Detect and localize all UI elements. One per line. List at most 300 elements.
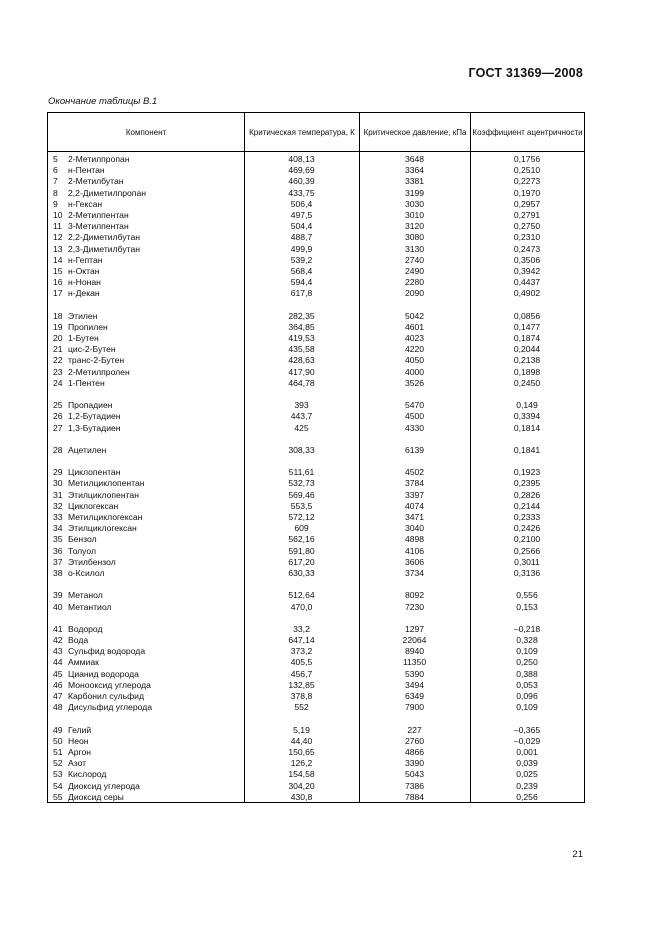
row-number: 5 (53, 154, 58, 164)
critical-pressure-value: 5390 (404, 668, 425, 679)
critical-pressure-value: 3606 (404, 556, 425, 567)
acentric-factor-value: 0,328 (516, 635, 538, 646)
critical-pressure-value: 227 (407, 724, 422, 735)
row-number: 12 (53, 232, 63, 243)
critical-temperature-value: 44,40 (290, 735, 313, 746)
acentric-factor-value: 0,3394 (513, 411, 541, 422)
critical-temperature-value: 456,7 (290, 668, 313, 679)
row-number: 53 (53, 769, 63, 780)
critical-pressure-value: 22064 (402, 635, 427, 646)
table-row (48, 154, 584, 165)
group-spacer (48, 434, 584, 445)
table-body (48, 154, 584, 803)
acentric-factor-value: 0,1756 (513, 154, 541, 164)
critical-temperature-value: 443,7 (290, 411, 313, 422)
acentric-factor-value: 0,1874 (513, 333, 541, 343)
critical-temperature-value: 506,4 (290, 198, 313, 209)
table-row (48, 747, 584, 758)
critical-pressure-value: 3397 (404, 489, 425, 500)
acentric-factor-value: 0,2566 (513, 545, 541, 556)
group-spacer (48, 613, 584, 624)
component-name: Аммиак (68, 657, 99, 668)
critical-pressure-value: 3030 (404, 198, 425, 209)
critical-temperature-value: 504,4 (290, 221, 313, 232)
critical-temperature-value: 617,20 (288, 556, 315, 567)
acentric-factor-value: 0,2826 (513, 489, 541, 500)
table-row (48, 725, 584, 736)
table-row (48, 546, 584, 557)
acentric-factor-value: 0,2138 (513, 355, 541, 366)
row-number: 38 (53, 567, 63, 578)
table-row (48, 702, 584, 713)
table-row (48, 355, 584, 366)
critical-temperature-value: 609 (294, 523, 309, 534)
acentric-factor-value: 0,250 (516, 657, 538, 668)
critical-temperature-value: 553,5 (290, 500, 313, 511)
group-spacer (48, 299, 584, 310)
row-number: 48 (53, 702, 63, 713)
critical-temperature-value: 33,2 (293, 623, 310, 634)
table-row (48, 792, 584, 803)
table-row (48, 781, 584, 792)
row-number: 24 (53, 377, 63, 388)
critical-pressure-value: 3381 (404, 176, 425, 187)
row-number: 50 (53, 735, 63, 746)
critical-temperature-value: 552 (294, 702, 309, 713)
table-row (48, 445, 584, 456)
critical-pressure-value: 3734 (404, 567, 425, 578)
table-row (48, 680, 584, 691)
component-name: 1-Пентен (68, 377, 105, 388)
row-number: 20 (53, 333, 63, 343)
acentric-factor-value: 0,4437 (513, 277, 541, 288)
critical-pressure-value: 5042 (404, 310, 425, 321)
critical-pressure-value: 3648 (404, 154, 425, 164)
component-name: Этилбензол (68, 556, 116, 567)
table-row (48, 188, 584, 199)
component-name: Пропилен (68, 321, 108, 332)
acentric-factor-value: 0,2333 (513, 512, 541, 522)
row-number: 7 (53, 176, 58, 187)
row-number: 46 (53, 679, 63, 690)
acentric-factor-value: 0,1477 (513, 321, 541, 332)
acentric-factor-value: 0,1898 (513, 366, 541, 377)
critical-temperature-value: 378,8 (290, 691, 313, 701)
component-name: 1,2-Бутадиен (68, 411, 121, 422)
row-number: 49 (53, 724, 63, 735)
row-number: 37 (53, 556, 63, 567)
component-name: Бензол (68, 534, 97, 545)
component-name: 2,2-Диметилпропан (68, 187, 146, 198)
acentric-factor-value: 0,2144 (513, 500, 541, 511)
component-name: Метанол (68, 590, 103, 601)
component-name: 3-Метилпентан (68, 221, 129, 232)
table-row (48, 255, 584, 266)
row-number: 45 (53, 668, 63, 679)
table-row (48, 333, 584, 344)
critical-pressure-value: 1297 (404, 623, 425, 634)
critical-pressure-value: 5470 (404, 400, 425, 411)
acentric-factor-value: 0,109 (516, 646, 538, 657)
row-number: 36 (53, 545, 63, 556)
critical-temperature-value: 408,13 (288, 154, 315, 164)
table-row (48, 322, 584, 333)
column-header-acentric-factor: Коэффициент ацентричности (470, 113, 584, 151)
component-name: н-Октан (68, 265, 100, 276)
critical-pressure-value: 4220 (404, 344, 425, 355)
critical-pressure-value: 4000 (404, 366, 425, 377)
acentric-factor-value: 0,039 (516, 758, 538, 769)
page-number: 21 (572, 849, 583, 860)
acentric-factor-value: 0,2426 (513, 523, 541, 534)
critical-pressure-value: 4074 (404, 500, 425, 511)
component-name: Гелий (68, 724, 92, 735)
component-name: Неон (68, 735, 89, 746)
critical-temperature-value: 469,69 (288, 165, 315, 176)
component-name: 2,3-Диметилбутан (68, 243, 140, 254)
acentric-factor-value: 0,153 (516, 601, 538, 612)
row-number: 18 (53, 310, 63, 321)
table-row (48, 423, 584, 434)
critical-pressure-value: 4106 (404, 545, 425, 556)
acentric-factor-value: 0,239 (516, 780, 538, 791)
component-name: 1,3-Бутадиен (68, 422, 121, 433)
component-name: Ацетилен (68, 444, 107, 455)
critical-pressure-value: 3471 (404, 512, 425, 522)
critical-pressure-value: 3040 (404, 523, 425, 534)
row-number: 6 (53, 165, 58, 176)
acentric-factor-value: 0,2395 (513, 478, 541, 489)
component-name: Водород (68, 623, 103, 634)
row-number: 43 (53, 646, 63, 657)
component-name: Циклопентан (68, 467, 121, 478)
row-number: 16 (53, 277, 63, 288)
acentric-factor-value: 0,1923 (513, 467, 541, 478)
row-number: 35 (53, 534, 63, 545)
table-row (48, 344, 584, 355)
component-name: Карбонил сульфид (68, 691, 144, 701)
component-name: Толуол (68, 545, 96, 556)
row-number: 22 (53, 355, 63, 366)
group-spacer (48, 456, 584, 467)
table-row (48, 523, 584, 534)
critical-pressure-value: 4023 (404, 333, 425, 343)
row-number: 15 (53, 265, 63, 276)
component-name: транс-2-Бутен (68, 355, 125, 366)
row-number: 34 (53, 523, 63, 534)
component-name: Сульфид водорода (68, 646, 146, 657)
critical-temperature-value: 630,33 (288, 567, 315, 578)
table-row (48, 400, 584, 411)
critical-temperature-value: 433,75 (288, 187, 315, 198)
critical-temperature-value: 512,64 (288, 590, 315, 601)
acentric-factor-value: 0,2273 (513, 176, 541, 187)
row-number: 13 (53, 243, 63, 254)
critical-temperature-value: 282,35 (288, 310, 315, 321)
acentric-factor-value: 0,2310 (513, 232, 541, 243)
component-name: н-Гексан (68, 198, 103, 209)
critical-pressure-value: 3199 (404, 187, 425, 198)
table-row (48, 691, 584, 702)
acentric-factor-value: 0,1841 (513, 444, 541, 455)
table-row (48, 769, 584, 780)
critical-temperature-value: 572,12 (288, 512, 315, 522)
table-row (48, 176, 584, 187)
component-name: 2-Метилпропан (68, 154, 130, 164)
table-row (48, 635, 584, 646)
acentric-factor-value: 0,2750 (513, 221, 541, 232)
acentric-factor-value: –0,365 (513, 724, 541, 735)
component-name: Азот (68, 758, 87, 769)
acentric-factor-value: 0,3011 (514, 556, 540, 567)
group-spacer (48, 389, 584, 400)
table-row (48, 590, 584, 601)
column-header-critical-temperature: Критическая температура, К (244, 113, 359, 151)
critical-temperature-value: 364,85 (288, 321, 315, 332)
row-number: 52 (53, 758, 63, 769)
acentric-factor-value: 0,388 (516, 668, 538, 679)
acentric-factor-value: 0,0856 (513, 310, 541, 321)
critical-temperature-value: 435,58 (288, 344, 315, 355)
critical-temperature-value: 562,16 (288, 534, 315, 545)
row-number: 41 (53, 623, 63, 634)
table-row (48, 467, 584, 478)
critical-pressure-value: 4050 (404, 355, 425, 366)
critical-pressure-value: 2280 (404, 277, 425, 288)
acentric-factor-value: –0,029 (513, 735, 541, 746)
critical-temperature-value: 428,63 (288, 355, 315, 366)
row-number: 8 (53, 187, 58, 198)
acentric-factor-value: 0,2473 (513, 243, 541, 254)
table-row (48, 512, 584, 523)
table-row (48, 736, 584, 747)
component-name: 1-Бутен (68, 333, 99, 343)
row-number: 26 (53, 411, 63, 422)
critical-temperature-value: 617,8 (290, 288, 313, 299)
component-name: о-Ксилол (68, 567, 105, 578)
table-row (48, 557, 584, 568)
acentric-factor-value: 0,556 (516, 590, 538, 601)
critical-temperature-value: 304,20 (288, 780, 315, 791)
critical-temperature-value: 591,80 (288, 545, 315, 556)
critical-temperature-value: 430,8 (290, 791, 313, 802)
critical-temperature-value: 539,2 (290, 254, 313, 265)
critical-pressure-value: 3010 (404, 209, 425, 220)
critical-temperature-value: 425 (294, 422, 309, 433)
table-row (48, 266, 584, 277)
acentric-factor-value: –0,218 (513, 623, 541, 634)
critical-pressure-value: 5043 (404, 769, 425, 780)
acentric-factor-value: 0,4902 (513, 288, 541, 299)
row-number: 14 (53, 254, 63, 265)
critical-pressure-value: 3120 (404, 221, 425, 232)
table-row (48, 277, 584, 288)
critical-pressure-value: 11350 (402, 657, 427, 668)
table-row (48, 657, 584, 668)
critical-pressure-value: 8940 (404, 646, 425, 657)
acentric-factor-value: 0,256 (516, 791, 538, 802)
table-row (48, 288, 584, 299)
critical-pressure-value: 4502 (404, 467, 425, 478)
critical-temperature-value: 419,53 (288, 333, 315, 343)
component-name: Монооксид углерода (68, 679, 151, 690)
table-row (48, 232, 584, 243)
row-number: 54 (53, 780, 63, 791)
critical-pressure-value: 7386 (404, 780, 425, 791)
table-caption: Окончание таблицы В.1 (48, 96, 158, 107)
acentric-factor-value: 0,2791 (513, 209, 541, 220)
row-number: 19 (53, 321, 63, 332)
critical-temperature-value: 405,5 (290, 657, 313, 668)
critical-pressure-value: 6139 (404, 444, 425, 455)
critical-temperature-value: 568,4 (290, 265, 313, 276)
component-name: 2-Метилпролен (68, 366, 130, 377)
table-row (48, 244, 584, 255)
critical-temperature-value: 5,19 (293, 724, 310, 735)
row-number: 51 (53, 746, 63, 757)
row-number: 23 (53, 366, 63, 377)
critical-temperature-value: 154,58 (288, 769, 315, 780)
critical-pressure-value: 4330 (404, 422, 425, 433)
critical-temperature-value: 126,2 (290, 758, 313, 769)
table-row (48, 646, 584, 657)
table-row (48, 669, 584, 680)
component-name: Кислород (68, 769, 107, 780)
row-number: 21 (53, 344, 63, 355)
component-name: Аргон (68, 746, 91, 757)
component-name: Цианид водорода (68, 668, 139, 679)
component-name: Этилциклопентан (68, 489, 139, 500)
acentric-factor-value: 0,2510 (513, 165, 541, 176)
table-row (48, 478, 584, 489)
component-name: Этилен (68, 310, 98, 321)
critical-temperature-value: 594,4 (290, 277, 313, 288)
table-row (48, 199, 584, 210)
acentric-factor-value: 0,3942 (513, 265, 541, 276)
row-number: 39 (53, 590, 63, 601)
component-name: Диоксид углерода (68, 780, 140, 791)
row-number: 17 (53, 288, 63, 299)
row-number: 29 (53, 467, 63, 478)
component-name: Пропадиен (68, 400, 113, 411)
row-number: 28 (53, 444, 63, 455)
component-name: Метантиол (68, 601, 112, 612)
table-row (48, 221, 584, 232)
row-number: 10 (53, 209, 63, 220)
group-spacer (48, 579, 584, 590)
critical-pressure-value: 3390 (404, 758, 425, 769)
critical-temperature-value: 308,33 (288, 444, 315, 455)
component-name: цис-2-Бутен (68, 344, 116, 355)
acentric-factor-value: 0,053 (516, 679, 538, 690)
component-name: 2-Метилпентан (68, 209, 129, 220)
row-number: 31 (53, 489, 63, 500)
table-row (48, 210, 584, 221)
row-number: 9 (53, 198, 58, 209)
row-number: 32 (53, 500, 63, 511)
table-row (48, 367, 584, 378)
column-header-critical-pressure: Критическое давление, кПа (359, 113, 470, 151)
component-name: н-Гептан (68, 254, 103, 265)
critical-temperature-value: 470,0 (290, 601, 313, 612)
critical-pressure-value: 4898 (404, 534, 425, 545)
critical-temperature-value: 647,14 (288, 635, 315, 646)
component-name: Метилциклогексан (68, 512, 143, 522)
critical-pressure-value: 3526 (404, 377, 425, 388)
critical-temperature-value: 464,78 (288, 377, 315, 388)
critical-pressure-value: 3784 (404, 478, 425, 489)
critical-temperature-value: 488,7 (290, 232, 313, 243)
critical-pressure-value: 7884 (404, 791, 425, 802)
acentric-factor-value: 0,1970 (513, 187, 541, 198)
row-number: 25 (53, 400, 63, 411)
critical-pressure-value: 2090 (404, 288, 425, 299)
component-name: 2,2-Диметилбутан (68, 232, 140, 243)
row-number: 47 (53, 691, 63, 701)
table-row (48, 378, 584, 389)
standard-designation: ГОСТ 31369—2008 (468, 66, 583, 80)
table-row (48, 490, 584, 501)
row-number: 33 (53, 512, 63, 522)
acentric-factor-value: 0,3136 (513, 567, 541, 578)
table-row (48, 411, 584, 422)
table-row (48, 311, 584, 322)
row-number: 27 (53, 422, 63, 433)
acentric-factor-value: 0,149 (516, 400, 538, 411)
component-name: Этилциклогексан (68, 523, 137, 534)
row-number: 42 (53, 635, 63, 646)
table-header-row (48, 113, 584, 152)
table-row (48, 501, 584, 512)
critical-pressure-value: 2490 (404, 265, 425, 276)
critical-temperature-value: 497,5 (290, 209, 313, 220)
acentric-factor-value: 0,2957 (513, 198, 541, 209)
critical-temperature-value: 132,85 (288, 679, 315, 690)
acentric-factor-value: 0,001 (516, 746, 538, 757)
critical-pressure-value: 8092 (404, 590, 425, 601)
critical-pressure-value: 4866 (404, 746, 425, 757)
component-name: Вода (68, 635, 89, 646)
critical-temperature-value: 373,2 (290, 646, 313, 657)
acentric-factor-value: 0,3506 (513, 254, 541, 265)
critical-temperature-value: 417,90 (288, 366, 315, 377)
critical-pressure-value: 3080 (404, 232, 425, 243)
row-number: 44 (53, 657, 63, 668)
acentric-factor-value: 0,025 (516, 769, 538, 780)
critical-pressure-value: 4500 (404, 411, 425, 422)
component-name: н-Декан (68, 288, 100, 299)
critical-temperature-value: 511,61 (288, 467, 315, 478)
critical-temperature-value: 569,46 (288, 489, 315, 500)
critical-temperature-value: 150,65 (288, 746, 315, 757)
critical-pressure-value: 6349 (404, 691, 425, 701)
table-row (48, 568, 584, 579)
critical-pressure-value: 7230 (404, 601, 425, 612)
component-name: Метилциклопентан (68, 478, 145, 489)
component-name: Диоксид серы (68, 791, 124, 802)
critical-temperature-value: 393 (294, 400, 309, 411)
table-row (48, 758, 584, 769)
component-name: Циклогексан (68, 500, 119, 511)
row-number: 55 (53, 791, 63, 802)
acentric-factor-value: 0,1814 (513, 422, 541, 433)
table-row (48, 624, 584, 635)
row-number: 30 (53, 478, 63, 489)
acentric-factor-value: 0,109 (516, 702, 538, 713)
table-row (48, 602, 584, 613)
critical-pressure-value: 7900 (404, 702, 425, 713)
component-name: Дисульфид углерода (68, 702, 152, 713)
